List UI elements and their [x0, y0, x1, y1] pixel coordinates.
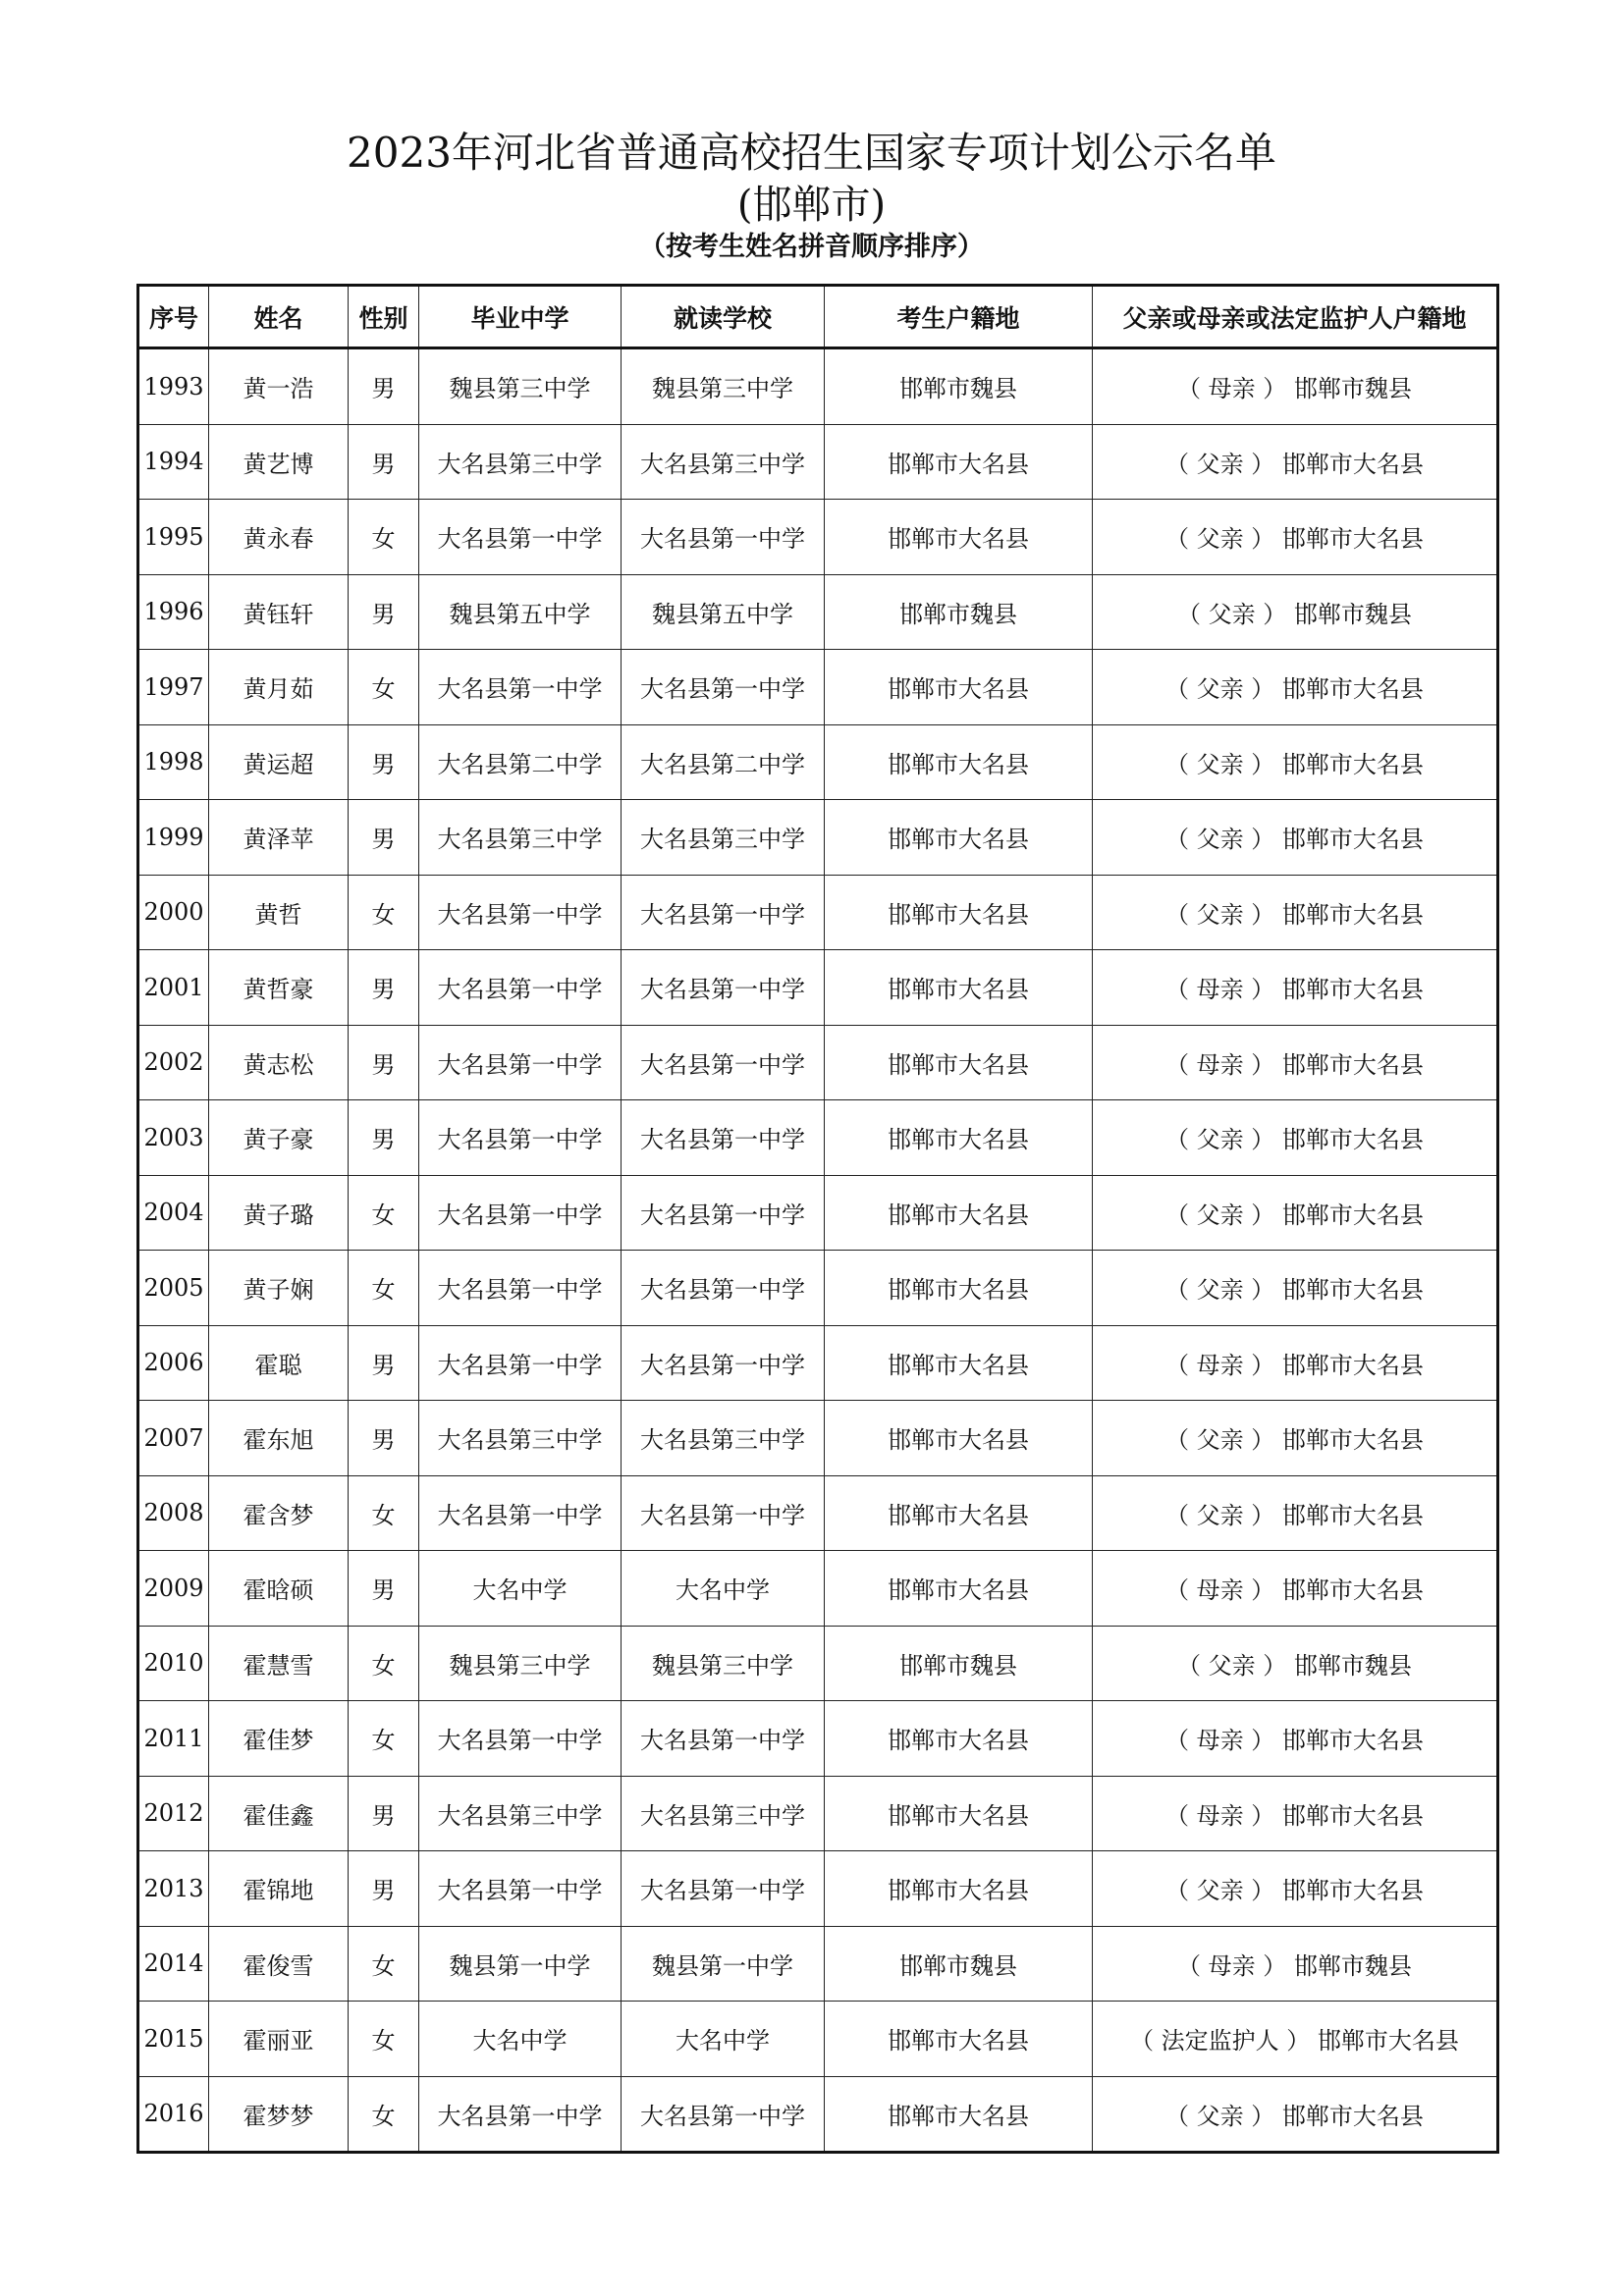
header-seq: 序号: [138, 286, 209, 348]
table-row: [138, 2076, 1498, 2153]
cell-grad-school: 大名县第三中学: [419, 800, 622, 876]
table-row: [138, 1551, 1498, 1627]
sort-note: （按考生姓名拼音顺序排序）: [639, 232, 984, 262]
header-name: 姓名: [209, 286, 349, 348]
cell-hukou: 邯郸市大名县: [825, 724, 1093, 800]
cell-hukou: 邯郸市大名县: [825, 424, 1093, 500]
cell-grad-school: 大名县第三中学: [419, 424, 622, 500]
table-row: [138, 1776, 1498, 1851]
cell-seq: 2004: [138, 1175, 209, 1251]
cell-guardian-hukou: （ 父亲 ） 邯郸市魏县: [1093, 1626, 1498, 1701]
cell-hukou: 邯郸市大名县: [825, 500, 1093, 575]
table-row: [138, 1100, 1498, 1176]
cell-current-school: 魏县第三中学: [622, 348, 825, 425]
cell-current-school: 大名中学: [622, 2002, 825, 2077]
cell-gender: 女: [349, 875, 419, 950]
cell-guardian-hukou: （ 父亲 ） 邯郸市大名县: [1093, 1100, 1498, 1176]
cell-current-school: 大名县第一中学: [622, 2076, 825, 2153]
table-row: [138, 875, 1498, 950]
cell-hukou: 邯郸市大名县: [825, 950, 1093, 1026]
cell-seq: 2005: [138, 1251, 209, 1326]
table-row: [138, 1025, 1498, 1100]
page-title: 2023年河北省普通高校招生国家专项计划公示名单: [347, 129, 1276, 177]
cell-seq: 2008: [138, 1475, 209, 1551]
cell-name: 黄子璐: [209, 1175, 349, 1251]
table-row: [138, 348, 1498, 425]
cell-guardian-hukou: （ 父亲 ） 邯郸市魏县: [1093, 574, 1498, 650]
header-guardian-hukou: 父亲或母亲或法定监护人户籍地: [1093, 286, 1498, 348]
roster-table: [136, 284, 1499, 2154]
cell-hukou: 邯郸市大名县: [825, 1701, 1093, 1777]
cell-seq: 2010: [138, 1626, 209, 1701]
cell-seq: 2012: [138, 1776, 209, 1851]
table-row: [138, 1175, 1498, 1251]
cell-current-school: 大名县第一中学: [622, 1701, 825, 1777]
cell-name: 黄哲: [209, 875, 349, 950]
cell-seq: 1993: [138, 348, 209, 425]
cell-current-school: 大名县第一中学: [622, 1175, 825, 1251]
cell-hukou: 邯郸市大名县: [825, 875, 1093, 950]
cell-current-school: 大名县第三中学: [622, 800, 825, 876]
cell-seq: 2003: [138, 1100, 209, 1176]
cell-name: 霍含梦: [209, 1475, 349, 1551]
cell-seq: 2016: [138, 2076, 209, 2153]
cell-name: 黄艺博: [209, 424, 349, 500]
cell-seq: 1997: [138, 650, 209, 725]
cell-gender: 女: [349, 650, 419, 725]
cell-current-school: 大名县第一中学: [622, 650, 825, 725]
cell-seq: 2000: [138, 875, 209, 950]
cell-grad-school: 大名县第三中学: [419, 1401, 622, 1476]
cell-hukou: 邯郸市魏县: [825, 1926, 1093, 2002]
cell-hukou: 邯郸市大名县: [825, 1401, 1093, 1476]
cell-guardian-hukou: （ 母亲 ） 邯郸市大名县: [1093, 1551, 1498, 1627]
cell-hukou: 邯郸市大名县: [825, 1251, 1093, 1326]
cell-guardian-hukou: （ 母亲 ） 邯郸市大名县: [1093, 1701, 1498, 1777]
cell-seq: 2011: [138, 1701, 209, 1777]
table-row: [138, 724, 1498, 800]
cell-name: 黄子豪: [209, 1100, 349, 1176]
header-current-school: 就读学校: [622, 286, 825, 348]
cell-hukou: 邯郸市大名县: [825, 1100, 1093, 1176]
cell-gender: 男: [349, 1025, 419, 1100]
cell-hukou: 邯郸市大名县: [825, 1551, 1093, 1627]
cell-name: 霍聪: [209, 1325, 349, 1401]
cell-current-school: 魏县第一中学: [622, 1926, 825, 2002]
cell-grad-school: 大名县第一中学: [419, 875, 622, 950]
table-row: [138, 1851, 1498, 1927]
table-row: [138, 950, 1498, 1026]
cell-gender: 男: [349, 1401, 419, 1476]
table-row: [138, 500, 1498, 575]
cell-seq: 2015: [138, 2002, 209, 2077]
cell-name: 霍晗硕: [209, 1551, 349, 1627]
cell-current-school: 大名县第一中学: [622, 1100, 825, 1176]
cell-seq: 2013: [138, 1851, 209, 1927]
cell-guardian-hukou: （ 母亲 ） 邯郸市魏县: [1093, 1926, 1498, 2002]
cell-seq: 2009: [138, 1551, 209, 1627]
cell-hukou: 邯郸市大名县: [825, 1325, 1093, 1401]
header-grad-school: 毕业中学: [419, 286, 622, 348]
cell-seq: 1998: [138, 724, 209, 800]
cell-current-school: 大名县第一中学: [622, 875, 825, 950]
cell-gender: 男: [349, 1776, 419, 1851]
cell-grad-school: 大名县第一中学: [419, 1701, 622, 1777]
cell-current-school: 魏县第五中学: [622, 574, 825, 650]
cell-current-school: 大名县第一中学: [622, 1025, 825, 1100]
cell-name: 黄一浩: [209, 348, 349, 425]
cell-grad-school: 大名县第一中学: [419, 650, 622, 725]
cell-grad-school: 大名中学: [419, 2002, 622, 2077]
table-body: [138, 348, 1498, 2153]
table-row: [138, 1701, 1498, 1777]
cell-grad-school: 大名县第一中学: [419, 1175, 622, 1251]
cell-current-school: 大名县第二中学: [622, 724, 825, 800]
header-hukou: 考生户籍地: [825, 286, 1093, 348]
cell-guardian-hukou: （ 父亲 ） 邯郸市大名县: [1093, 500, 1498, 575]
cell-gender: 女: [349, 1626, 419, 1701]
cell-grad-school: 大名县第一中学: [419, 1251, 622, 1326]
cell-name: 黄永春: [209, 500, 349, 575]
cell-current-school: 大名县第三中学: [622, 1776, 825, 1851]
cell-guardian-hukou: （ 父亲 ） 邯郸市大名县: [1093, 1251, 1498, 1326]
cell-grad-school: 大名县第三中学: [419, 1776, 622, 1851]
cell-guardian-hukou: （ 父亲 ） 邯郸市大名县: [1093, 1475, 1498, 1551]
cell-current-school: 大名县第一中学: [622, 1325, 825, 1401]
cell-seq: 1999: [138, 800, 209, 876]
table-row: [138, 650, 1498, 725]
cell-grad-school: 大名中学: [419, 1551, 622, 1627]
cell-gender: 女: [349, 1175, 419, 1251]
cell-hukou: 邯郸市魏县: [825, 348, 1093, 425]
cell-guardian-hukou: （ 父亲 ） 邯郸市大名县: [1093, 2076, 1498, 2153]
cell-seq: 2006: [138, 1325, 209, 1401]
cell-seq: 2014: [138, 1926, 209, 2002]
cell-grad-school: 大名县第一中学: [419, 500, 622, 575]
table-header: [138, 286, 1498, 348]
cell-name: 霍东旭: [209, 1401, 349, 1476]
cell-guardian-hukou: （ 法定监护人 ） 邯郸市大名县: [1093, 2002, 1498, 2077]
cell-name: 霍佳鑫: [209, 1776, 349, 1851]
cell-guardian-hukou: （ 母亲 ） 邯郸市大名县: [1093, 1776, 1498, 1851]
cell-name: 霍慧雪: [209, 1626, 349, 1701]
cell-gender: 女: [349, 1926, 419, 2002]
cell-name: 黄哲豪: [209, 950, 349, 1026]
cell-name: 黄志松: [209, 1025, 349, 1100]
cell-seq: 1994: [138, 424, 209, 500]
cell-hukou: 邯郸市大名县: [825, 2076, 1093, 2153]
table-row: [138, 1251, 1498, 1326]
cell-gender: 女: [349, 500, 419, 575]
cell-hukou: 邯郸市大名县: [825, 1776, 1093, 1851]
table-row: [138, 800, 1498, 876]
cell-hukou: 邯郸市魏县: [825, 1626, 1093, 1701]
cell-current-school: 大名县第三中学: [622, 1401, 825, 1476]
cell-name: 霍佳梦: [209, 1701, 349, 1777]
cell-gender: 男: [349, 1100, 419, 1176]
cell-current-school: 大名中学: [622, 1551, 825, 1627]
cell-gender: 男: [349, 574, 419, 650]
cell-hukou: 邯郸市大名县: [825, 800, 1093, 876]
cell-guardian-hukou: （ 母亲 ） 邯郸市大名县: [1093, 1025, 1498, 1100]
table-row: [138, 574, 1498, 650]
cell-hukou: 邯郸市大名县: [825, 1025, 1093, 1100]
table-row: [138, 1401, 1498, 1476]
cell-grad-school: 大名县第一中学: [419, 1025, 622, 1100]
cell-current-school: 大名县第三中学: [622, 424, 825, 500]
cell-current-school: 魏县第三中学: [622, 1626, 825, 1701]
cell-guardian-hukou: （ 父亲 ） 邯郸市大名县: [1093, 875, 1498, 950]
cell-current-school: 大名县第一中学: [622, 1851, 825, 1927]
cell-hukou: 邯郸市魏县: [825, 574, 1093, 650]
cell-name: 黄泽苹: [209, 800, 349, 876]
cell-name: 霍俊雪: [209, 1926, 349, 2002]
cell-guardian-hukou: （ 父亲 ） 邯郸市大名县: [1093, 1401, 1498, 1476]
cell-gender: 女: [349, 1701, 419, 1777]
cell-gender: 女: [349, 2002, 419, 2077]
cell-name: 黄月茹: [209, 650, 349, 725]
cell-seq: 2007: [138, 1401, 209, 1476]
cell-guardian-hukou: （ 母亲 ） 邯郸市魏县: [1093, 348, 1498, 425]
cell-grad-school: 大名县第一中学: [419, 950, 622, 1026]
cell-gender: 男: [349, 1551, 419, 1627]
cell-guardian-hukou: （ 父亲 ） 邯郸市大名县: [1093, 1851, 1498, 1927]
header-row: [138, 286, 1498, 348]
cell-seq: 1995: [138, 500, 209, 575]
cell-grad-school: 魏县第一中学: [419, 1926, 622, 2002]
cell-gender: 男: [349, 348, 419, 425]
cell-name: 霍丽亚: [209, 2002, 349, 2077]
cell-gender: 女: [349, 1251, 419, 1326]
cell-seq: 2001: [138, 950, 209, 1026]
cell-current-school: 大名县第一中学: [622, 1475, 825, 1551]
cell-grad-school: 大名县第一中学: [419, 1851, 622, 1927]
cell-guardian-hukou: （ 父亲 ） 邯郸市大名县: [1093, 424, 1498, 500]
cell-seq: 1996: [138, 574, 209, 650]
cell-guardian-hukou: （ 母亲 ） 邯郸市大名县: [1093, 1325, 1498, 1401]
cell-name: 黄子娴: [209, 1251, 349, 1326]
cell-gender: 男: [349, 724, 419, 800]
cell-gender: 男: [349, 424, 419, 500]
cell-gender: 男: [349, 1325, 419, 1401]
cell-seq: 2002: [138, 1025, 209, 1100]
cell-grad-school: 魏县第三中学: [419, 348, 622, 425]
table-row: [138, 424, 1498, 500]
cell-grad-school: 魏县第三中学: [419, 1626, 622, 1701]
cell-name: 霍梦梦: [209, 2076, 349, 2153]
cell-guardian-hukou: （ 父亲 ） 邯郸市大名县: [1093, 724, 1498, 800]
cell-guardian-hukou: （ 父亲 ） 邯郸市大名县: [1093, 650, 1498, 725]
table-row: [138, 1926, 1498, 2002]
cell-guardian-hukou: （ 父亲 ） 邯郸市大名县: [1093, 1175, 1498, 1251]
cell-gender: 男: [349, 1851, 419, 1927]
cell-gender: 男: [349, 800, 419, 876]
table-row: [138, 1626, 1498, 1701]
cell-grad-school: 大名县第一中学: [419, 1475, 622, 1551]
cell-current-school: 大名县第一中学: [622, 500, 825, 575]
cell-hukou: 邯郸市大名县: [825, 650, 1093, 725]
cell-name: 霍锦地: [209, 1851, 349, 1927]
cell-current-school: 大名县第一中学: [622, 1251, 825, 1326]
cell-gender: 男: [349, 950, 419, 1026]
header-gender: 性别: [349, 286, 419, 348]
table-row: [138, 1475, 1498, 1551]
cell-name: 黄钰轩: [209, 574, 349, 650]
cell-gender: 女: [349, 1475, 419, 1551]
cell-hukou: 邯郸市大名县: [825, 1175, 1093, 1251]
cell-gender: 女: [349, 2076, 419, 2153]
cell-grad-school: 大名县第一中学: [419, 1325, 622, 1401]
cell-grad-school: 大名县第一中学: [419, 1100, 622, 1176]
cell-hukou: 邯郸市大名县: [825, 1475, 1093, 1551]
table-row: [138, 1325, 1498, 1401]
cell-hukou: 邯郸市大名县: [825, 1851, 1093, 1927]
table-row: [138, 2002, 1498, 2077]
cell-guardian-hukou: （ 母亲 ） 邯郸市大名县: [1093, 950, 1498, 1026]
cell-current-school: 大名县第一中学: [622, 950, 825, 1026]
cell-guardian-hukou: （ 父亲 ） 邯郸市大名县: [1093, 800, 1498, 876]
cell-grad-school: 大名县第一中学: [419, 2076, 622, 2153]
cell-grad-school: 大名县第二中学: [419, 724, 622, 800]
cell-name: 黄运超: [209, 724, 349, 800]
cell-hukou: 邯郸市大名县: [825, 2002, 1093, 2077]
cell-grad-school: 魏县第五中学: [419, 574, 622, 650]
page-subtitle: (邯郸市): [736, 183, 887, 228]
